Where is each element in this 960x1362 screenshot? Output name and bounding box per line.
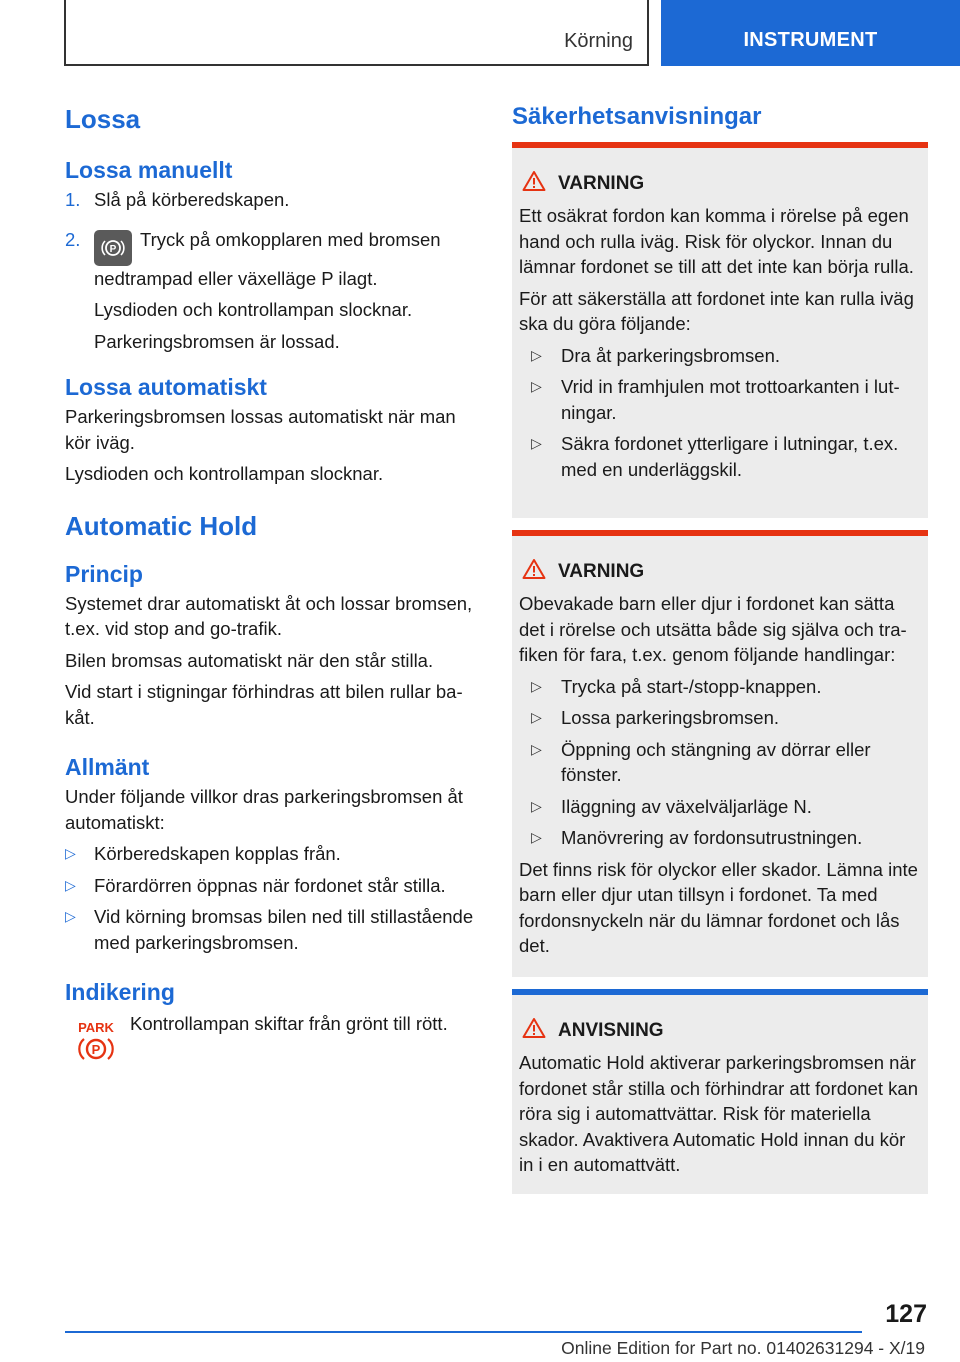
paragraph: Systemet drar automatiskt åt och lossar bromsen, t.ex. vid stop and go-trafik. [65,592,473,639]
step-text: Tryck på omkopplaren med bromsen nedtrampad eller växelläge P ilagt. [94,228,441,289]
header-chapter-tab [661,0,960,66]
paragraph: Obevakade barn eller djur i fordonet kan sätta det i rörelse och utsätta både sig själva och trafiken för fara, t.ex. genom följande handlingar: [519,593,907,665]
triangle-bullet-icon: ▷ [531,829,542,845]
park-indicator-label: PARK [78,1020,114,1035]
warning-title: VARNING [519,170,921,197]
paragraph: Ett osäkrat fordon kan komma i rörelse på egen hand och rulla iväg. Risk för olyckor. Innan du lämnar fordonet se till att det inte kan börja rulla. [519,205,914,277]
heading-indikering: Indikering [65,979,175,1005]
step-result-text: Lysdioden och kontrollampan slocknar. [94,299,413,320]
list-item: ▷ Vid körning bromsas bilen ned till stillastående med parkeringsbromsen. [65,906,474,953]
triangle-bullet-icon: ▷ [531,435,542,451]
list-item: ▷ Manövrering av fordonsutrustningen. [525,825,921,851]
paragraph: Automatic Hold aktiverar parkeringsbromsen när fordonet står stilla och förhindrar att fordonet kan röra sig i automattvättar. Risk för materiella skador. Avaktivera Automatic Hold innan du kör in i en automattvätt. [519,1052,918,1175]
list-item: ▷ Säkra fordonet ytterligare i lutningar, t.ex. med en underläggskil. [531,433,899,480]
auto-conditions-list [65,841,475,955]
list-item: ▷ Förardörren öppnas när fordonet står stilla. [65,873,475,899]
page-number: 127 [885,1300,927,1328]
header-section-label: Körning [564,30,633,52]
footer-divider [65,1331,862,1333]
list-item: ▷ Öppning och stängning av dörrar eller fönster. [531,738,871,785]
parking-brake-button-icon [94,230,132,266]
step-extra [65,329,475,355]
footer-edition: Online Edition for Part no. 01402631294 - X/19 [561,1338,925,1358]
park-indicator-icon [73,1021,119,1062]
paragraph: Kontrollampan skiftar från grönt till rött. [130,1013,448,1034]
triangle-bullet-icon: ▷ [65,876,76,893]
paragraph: Det finns risk för olyckor eller skador. Lämna inte barn eller djur utan tillsyn i fordonet. Ta med fordonsnyckeln när du lämnar fordonet och lås det. [519,858,918,956]
heading-princip: Princip [65,560,143,587]
triangle-bullet-icon: ▷ [531,797,542,814]
triangle-bullet-icon: ▷ [531,346,542,363]
paragraph: För att säkerställa att fordonet inte kan rulla iväg ska du göra följande: [519,287,914,334]
right-column [512,100,928,134]
list-item: ▷ Dra åt parkeringsbromsen. [525,343,921,369]
triangle-bullet-icon: ▷ [65,908,76,924]
step-number: 1. [65,189,81,210]
triangle-bullet-icon: ▷ [531,709,542,725]
triangle-bullet-icon: ▷ [531,677,542,694]
note-bar [512,989,928,995]
list-item: ▷ Iläggning av växelväljarläge N. [525,794,921,820]
step-text: Slå på körberedskapen. [94,189,290,210]
list-item: ▷ Trycka på start-/stopp-knappen. [525,674,921,700]
paragraph: Parkeringsbromsen lossas automatiskt när man kör iväg. [65,406,456,453]
step-result-text: Parkeringsbromsen är lossad. [94,330,340,352]
note-box [512,989,928,1194]
warning-list [519,674,921,851]
left-column [65,100,475,1071]
warning-bar [512,530,928,536]
warning-triangle-icon [522,170,546,192]
header-section-tab [64,0,649,66]
triangle-bullet-icon: ▷ [531,378,542,394]
heading-sakerhetsanvisningar: Säkerhetsanvisningar [512,103,762,130]
paragraph: Bilen bromsas automatiskt när den står stilla. [65,649,434,671]
warning-list [519,343,921,483]
heading-lossa: Lossa [65,104,141,134]
heading-automatic-hold: Automatic Hold [65,510,258,541]
step-number: 2. [65,228,81,250]
paragraph: Lysdioden och kontrollampan slocknar. [65,463,384,484]
heading-lossa-manuellt: Lossa manuellt [65,157,233,183]
warning-box [512,530,928,977]
warning-triangle-icon [522,1017,546,1039]
triangle-bullet-icon: ▷ [65,845,76,861]
header-chapter-label: INSTRUMENT [743,29,878,51]
paragraph: Vid start i stigningar förhindras att bilen rullar bakåt. [65,681,463,728]
svg-text:P: P [91,1042,101,1057]
paragraph: Under följande villkor dras parkeringsbromsen åt automatiskt: [65,786,463,833]
indicator-row [65,1011,475,1071]
manual-steps [65,187,475,354]
note-title: ANVISNING [519,1017,921,1044]
step-item [65,187,475,213]
heading-allmant: Allmänt [65,754,150,780]
heading-lossa-automatiskt: Lossa automatiskt [65,374,267,400]
warning-bar [512,142,928,148]
list-item: ▷ Lossa parkeringsbromsen. [525,705,921,731]
warning-box [512,142,928,518]
warning-triangle-icon [522,558,546,580]
step-item [65,227,475,292]
svg-text:P: P [109,243,117,255]
triangle-bullet-icon: ▷ [531,740,542,757]
list-item: ▷ Vrid in framhjulen mot trottoarkanten i lutningar. [531,376,900,423]
step-extra [65,297,475,323]
list-item: ▷ Körberedskapen kopplas från. [65,841,475,867]
warning-title: VARNING [519,558,921,585]
